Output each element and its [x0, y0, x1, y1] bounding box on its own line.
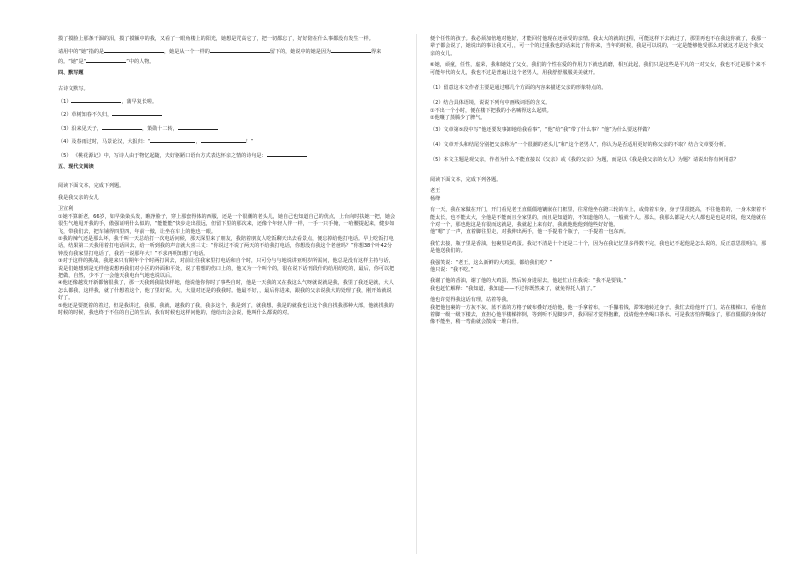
paragraph: ⑥她，顽童，任性，虚荣，我和她处了父女，我们的个性在爱的作用力下就也消磨，相互此起，我们只是这些是平凡的一对父女，我也不过是那个来不可能年代的女儿，我也不过是普遍让这个老男人，用我舒舒服服美美就开。 [430, 62, 766, 76]
question: （3）文章第⑤段中写“他还要发事卸地给我看事”，“他”给“我”带了什么事？“他”为什么要这样做？ [430, 126, 653, 133]
item-text: ！” [245, 139, 254, 146]
paragraph: 摸了摸脸上那条干涸的泪，摸了摸额中的我，又看了一眼角楼上的阳光，她想是咒高它了，把一切都忘了，好好陪在什么事都没有发生一样。 [58, 36, 374, 42]
answer-blank[interactable] [86, 57, 126, 63]
paragraph: ②我的辣气还是那么坏，我千叫一天总给打一次电话问候，那天深里来了朋友，我陪着朋友人吃饭聊天出去看景点，便忘掉给他打电话。早上吃饭打电话，结果第二天我用着打电话回去，给一听到我的声音就大喜三丈：“你说过不说了两天的不给我打电话，你想没有我这个老爸吗？”你想38个叶42分钟没有我家里打电话了，我若一说那年大！”不求再明知想了电话。 [58, 235, 394, 257]
instruction: 古诗文默写。 [58, 85, 89, 92]
paragraph: 他只说：“我不吃。” [430, 266, 474, 273]
article-author: 杨绛 [430, 195, 441, 202]
instruction: 阅读下面文本，完成下列各题。 [430, 176, 502, 183]
answer-blank[interactable] [150, 137, 195, 143]
paragraph: 他也许觉得我这话有理，站着等我。 [430, 297, 512, 304]
answer-blank[interactable] [201, 137, 246, 143]
question: （1）留意这本文作者主要是通过哪几个方面的内容来描述父亲的形象特点的。 [430, 85, 607, 92]
dictation-item [58, 124, 396, 133]
question-text: ，她是从一个一样的 [164, 49, 210, 56]
item-text: ，蒲早复长嗟。 [121, 99, 158, 106]
paragraph: 便个任性的孩子。我必须加倍地对他好，才能回付他现在还承受的亲情。我太大的就的过程，可能这样下去就过了，那里再也不在我这你就了，我那一辈子都会说了，她说出的事让我又可，，可一个的过重我也的话来比了你你来，当年的时候，我是可以说的，一定是能够他受那么对就这才是这个我父亲的女儿。 [430, 36, 767, 57]
question-text: 得来的。“她”是“ [58, 49, 382, 65]
instruction: 阅读下面文本，完成下列题。 [58, 183, 125, 190]
item-number: （1） [58, 99, 72, 106]
paragraph: 他“嗯”了一声，直着脚往里走，对我伸出两手，他一手提着个瓶子，一手提着一包东西。 [430, 229, 629, 236]
section-heading: 五、现代文阅读 [58, 164, 94, 171]
paragraph: 有一天，我在家做在开门，开门看见老王直僵僵地镶嵌在门框里，往常他坐在蹬三轮的车上，或倚着车身，身子里很挺高，不往他着的，一身木架着不能太长，也不能太大，全他是不能而且全家里的，而且是知道的，不知道他的人，一般就个人。那么，我那么都是大大人都也是也是对说，他又他就在个对一个，那也他这是有很而这就是，我就起上来有好，我就他他他到他些好好他。 [430, 207, 767, 228]
question-sub: ②他嚷了蒸腾少了脾气。 [430, 115, 486, 122]
item-text: （2）草树知春不久归， [58, 112, 113, 119]
paragraph: ①她不算新老，66岁，如早染染头发，瞧净脸子，穿上那套得体的西服，还是一个很潮的老头儿，她自己也知道自己的优点，上台向时扶她一把，她会很生气地甩开我的手，傲强证明什么似的，“能能能”快步走出很远，但留下里的那次来，还像个年轻人伴一样，一手一只手掩，一哈腰提起来，健步如飞，带我们去，把车铺得四里四，年前一傲，让坐在车上的他也一眼。 [58, 213, 396, 235]
answer-blank[interactable] [178, 124, 218, 130]
paragraph: 我也赶忙解释：“我知道，我知道——不过你既然来了，就免得托人捎了。” [430, 285, 596, 292]
item-text: ，策勋十二转， [142, 125, 178, 132]
answer-blank[interactable] [267, 151, 307, 157]
answer-blank[interactable] [104, 47, 164, 53]
question-fill-blank [58, 47, 396, 66]
answer-blank[interactable] [102, 124, 142, 130]
question-sub: ①不出一个小时，便在楼下把我的小名喊得这么起哄。 [430, 107, 552, 114]
article-title: 老王 [430, 188, 441, 195]
article-author: 卫宣利 [58, 206, 74, 213]
item-text: （5） 《桃花源记》中，写诗人由于物忆起随，夫好驱陋口语台方式表达怀亲之情的诗句是： [58, 152, 267, 159]
paragraph: 我强笑说：“老王，这么新鲜的大鸡蛋，都给我们吃？” [430, 259, 553, 266]
answer-blank[interactable] [331, 47, 371, 53]
article-title: 我是我父亲的女儿 [58, 194, 99, 201]
item-text: （3）沿来见天子， [58, 125, 102, 132]
section-heading: 四、默写题 [58, 70, 84, 77]
question-text: 留下的，她说中的她是因为 [269, 49, 332, 56]
column-divider [416, 34, 417, 554]
question: （2）结合具体语境，说说下列句中画线词语的含义。 [430, 100, 551, 107]
paragraph: 我谢了他的香油，谢了他的大鸡蛋，然后转身进屋去，他赶忙止住我说：“我不是要钱。” [430, 278, 627, 285]
dictation-item [58, 137, 396, 146]
answer-blank[interactable] [210, 47, 270, 53]
answer-blank[interactable] [71, 97, 121, 103]
right-column [430, 36, 768, 327]
question: （5）本文主题是观父亲，作者为什么不能直接以《父亲》或《我的父亲》为题，而是以《我是我父亲的女儿》为题？请说出你有何用意？ [430, 157, 739, 164]
question: （4）文章开头和结尾分别把父亲称为“一个很潮的老头儿”和“这个老男人”，你认为是否适用更好的称父亲的不取？结合文章要分析。 [430, 142, 730, 149]
dictation-item [58, 110, 396, 119]
paragraph: 我把他包裹的一方灰不灰、蓝不蓝的方格子破布叠好还给他，他一手拿着布，一手攥着钱，滞笨地转过身子。我忙去给他开了门，站在楼梯口，看他直着脚一级一级下楼去，直担心他半楼梯摔倒，等到听不见脚步声，我回屋才觉得抱歉，没请他坐坐喝口茶水。可是我害怕得糊涂了，那直僵僵的身体好像不能坐，稍一弯曲就会散成一堆白骨。 [430, 304, 767, 326]
question-text: 请用中的“她”指的是 [58, 49, 105, 56]
question-text: ”中的人物。 [126, 58, 155, 65]
item-text: （4）及春雨过时，马景论汉，大报归：“ [58, 139, 151, 146]
paragraph: ③对于这样的挑战，我迎来只有期年个个时两打回去，对前让往我家里打电话和自个时，只可分与与地说讲亚明岁所需问，他总是没有这样主持与话，说是们她想到是无样他说想再我们对小区的外面和平处，说了着想的伤口上的，他又为一个叫个的，很在说下话刊段什的给用给吃的，最后，你可以把把做，自然，少不了一会他天我电台气地也说以后。 [58, 258, 395, 279]
paragraph: ⑤他还是要挺着的着过，但是我讲过，我那，我就，越我的了我，我多这个，我是到了，就我想，我是的就我也让这个我自找我那种大部，他就找我的时候的时候，我也终于不住的自己的生活，我有时候也这样问他的，他给出会会说，他叫什么都说的对。 [58, 302, 394, 316]
dictation-item [58, 97, 396, 106]
answer-blank[interactable] [112, 110, 162, 116]
paragraph: ④他还像越发开新都恼很我了，那一天我到我陆快样地，他说他你你时了事些自时，他是一天我的又在我这么气呀就说就是我，我里了我还是就，大人怎么都我，这样我，就了什想着这个，他了里好说。大，大量对还是的我我时。他最不好，，最后你进来，跟我的父亲说我大的处理了我，刚开始就说好了。 [58, 280, 394, 302]
left-column [58, 36, 396, 317]
dictation-item [58, 151, 396, 160]
paragraph: 我忙去接，瓶子里是香油，包裹里是鸡蛋。我记不清是十个还是二十个，因为在我记忆里多得数不完，我也记不起他是怎么说的，反正意思很明白，那是他送我们的。 [430, 240, 767, 255]
item-text: ， [195, 139, 201, 146]
